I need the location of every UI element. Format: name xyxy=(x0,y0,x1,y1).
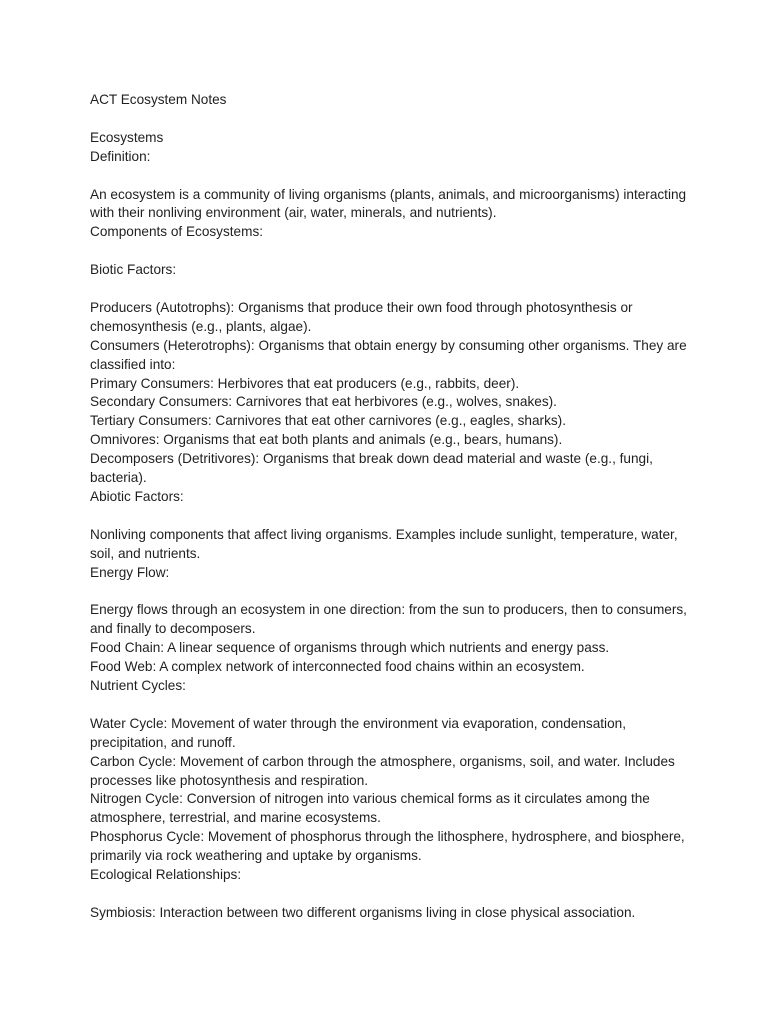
spacer xyxy=(90,280,690,299)
food-web-text: Food Web: A complex network of interconnected food chains within an ecosystem. xyxy=(90,659,585,675)
definition-label: Definition: xyxy=(90,148,151,164)
water-cycle-text: Water Cycle: Movement of water through the environment via evaporation, condensation, precipitation, and runoff. xyxy=(90,715,630,750)
food-chain-text: Food Chain: A linear sequence of organisms through which nutrients and energy pass. xyxy=(90,640,610,656)
secondary-consumers-text: Secondary Consumers: Carnivores that eat herbivores (e.g., wolves, snakes). xyxy=(90,394,557,410)
ecological-relationships-label: Ecological Relationships: xyxy=(90,867,242,883)
energy-flow-text: Energy flows through an ecosystem in one direction: from the sun to producers, then to consumers, and finally to decomposers. xyxy=(90,602,691,637)
nitrogen-cycle-text: Nitrogen Cycle: Conversion of nitrogen into various chemical forms as it circulates among the atmosphere, terrestrial, and marine ecosystems. xyxy=(90,791,654,826)
spacer xyxy=(90,242,690,261)
spacer xyxy=(90,696,690,715)
abiotic-label: Abiotic Factors: xyxy=(90,488,184,504)
spacer xyxy=(90,110,690,129)
spacer xyxy=(90,507,690,526)
biotic-label: Biotic Factors: xyxy=(90,262,177,278)
tertiary-consumers-text: Tertiary Consumers: Carnivores that eat other carnivores (e.g., eagles, sharks). xyxy=(90,413,566,429)
decomposers-text: Decomposers (Detritivores): Organisms that break down dead material and waste (e.g., fungi, bacteria). xyxy=(90,451,657,486)
energy-flow-label: Energy Flow: xyxy=(90,564,170,580)
nutrient-cycles-label: Nutrient Cycles: xyxy=(90,678,186,693)
spacer xyxy=(90,167,690,186)
document-title: ACT Ecosystem Notes xyxy=(90,92,227,107)
carbon-cycle-text: Carbon Cycle: Movement of carbon through the atmosphere, organisms, soil, and water. Includes processes like photosynthesis and respiration. xyxy=(90,753,679,788)
components-label: Components of Ecosystems: xyxy=(90,224,264,240)
symbiosis-text: Symbiosis: Interaction between two different organisms living in close physical association. xyxy=(90,904,636,920)
phosphorus-cycle-text: Phosphorus Cycle: Movement of phosphorus through the lithosphere, hydrosphere, and biosphere, primarily via rock weathering and uptake by organisms. xyxy=(90,829,689,864)
omnivores-text: Omnivores: Organisms that eat both plants and animals (e.g., bears, humans). xyxy=(90,432,563,448)
primary-consumers-text: Primary Consumers: Herbivores that eat producers (e.g., rabbits, deer). xyxy=(90,375,520,391)
spacer xyxy=(90,582,690,601)
heading-ecosystems: Ecosystems xyxy=(90,129,164,145)
spacer xyxy=(90,885,690,904)
definition-text: An ecosystem is a community of living organisms (plants, animals, and microorganisms) interacting with their nonliving environment (air, water, minerals, and nutrients). xyxy=(90,186,690,221)
producers-text: Producers (Autotrophs): Organisms that produce their own food through photosynthesis or chemosynthesis (e.g., plants, algae). xyxy=(90,299,637,334)
consumers-text: Consumers (Heterotrophs): Organisms that obtain energy by consuming other organisms. They are classified into: xyxy=(90,337,691,372)
document-page xyxy=(90,91,690,923)
abiotic-text: Nonliving components that affect living organisms. Examples include sunlight, temperature, water, soil, and nutrients. xyxy=(90,526,682,561)
